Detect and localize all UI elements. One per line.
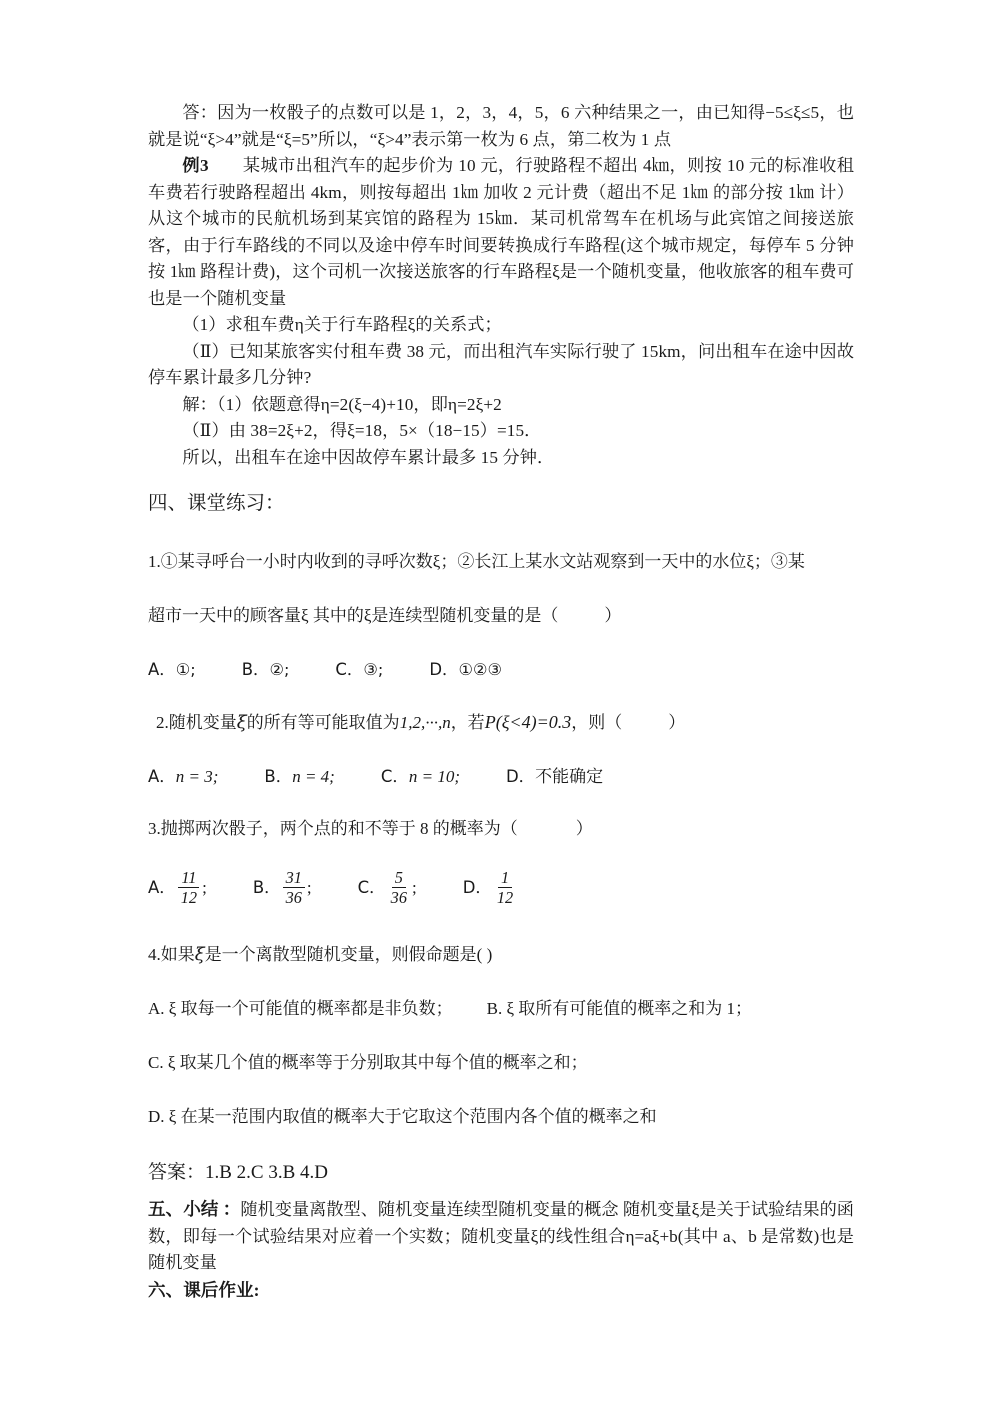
- option-fraction-b[interactable]: [283, 869, 305, 907]
- exercise-4-option-a[interactable]: A. ξ 取每一个可能值的概率都是非负数；: [148, 999, 453, 1019]
- option-value-a[interactable]: ①;: [175, 660, 196, 679]
- paragraph-answer-dice: 答：因为一枚骰子的点数可以是 1，2，3，4，5，6 六种结果之一，由已知得−5≤ξ≤5，也就是说“ξ>4”就是“ξ=5”所以，“ξ>4”表示第一枚为 6 点，第二枚为 1 点: [148, 103, 854, 149]
- fraction-denominator: 12: [180, 888, 198, 908]
- exercise-2-stem-pre: 2.随机变量: [156, 713, 237, 732]
- fraction-denominator: 36: [390, 888, 407, 908]
- exercise-2-stem-close: ）: [668, 713, 686, 732]
- example-body: 某城市出租汽车的起步价为 10 元，行驶路程不超出 4㎞，则按 10 元的标准收租车费若行驶路程超出 4km，则按每超出 1㎞ 加收 2 元计费（超出不足 1㎞ 的部分按 1㎞ 计）从这个城市的民航机场到某宾馆的路程为 15㎞．某司机常驾车在机场与此宾馆之间接送旅客，由于行车路线的不同以及途中停车时间要转换成行车路程(这个城市规定，每停车 5 分钟按 1㎞ 路程计费)，这个司机一次接送旅客的行车路程ξ是一个随机变量，他收旅客的租车费可也是一个随机变量: [148, 156, 855, 308]
- paragraph-question-1: （1）求租车费η关于行车路程ξ的关系式；: [182, 315, 502, 334]
- option-label-c[interactable]: C．: [357, 878, 386, 898]
- option-fraction-d[interactable]: [494, 869, 516, 907]
- option-label-d[interactable]: D．: [505, 767, 536, 786]
- fraction-numerator: 1: [498, 869, 512, 889]
- option-label-b[interactable]: B．: [264, 767, 293, 786]
- option-value-b[interactable]: n = 4;: [292, 767, 335, 786]
- option-label-b[interactable]: B．: [241, 660, 270, 679]
- option-label-a[interactable]: A．: [148, 767, 176, 786]
- exercise-1-stem-line-2: [148, 603, 854, 629]
- option-tail-a: ;: [202, 878, 207, 898]
- option-value-a[interactable]: n = 3;: [175, 767, 219, 786]
- option-fraction-a[interactable]: [178, 869, 200, 907]
- exercise-1-stem-line-2-post: ）: [604, 606, 622, 625]
- option-value-c[interactable]: n = 10;: [408, 767, 460, 786]
- exercise-3-stem: [148, 816, 854, 842]
- exercise-4-option-c[interactable]: C. ξ 取某几个值的概率等于分别取其中每个值的概率之和；: [148, 1053, 588, 1073]
- exercise-2-probability: P(ξ<4)=0.3: [484, 712, 572, 732]
- exercise-4-stem: [148, 942, 854, 968]
- exercise-2-stem-if: ，若: [450, 713, 485, 732]
- option-label-a[interactable]: A．: [148, 660, 176, 679]
- option-fraction-c[interactable]: [388, 869, 410, 907]
- fraction-denominator: 36: [285, 888, 302, 908]
- exercise-1-stem-line-2-pre: 超市一天中的顾客量ξ 其中的ξ是连续型随机变量的是（: [148, 606, 559, 625]
- exercise-1-options: [148, 657, 854, 683]
- exercise-4-stem-post: 是一个离散型随机变量，则假命题是( ): [204, 945, 493, 965]
- exercise-3-stem-text: 3.抛掷两次骰子，两个点的和不等于 8 的概率为（: [148, 819, 518, 838]
- example-label: 例3: [182, 156, 209, 175]
- option-value-d[interactable]: ①②③: [458, 660, 502, 679]
- option-label-b[interactable]: B．: [252, 878, 281, 898]
- paragraph-example-3: [148, 153, 854, 312]
- exercise-3-options: [148, 867, 854, 908]
- exercise-1-stem-line-1: 1.①某寻呼台一小时内收到的寻呼次数ξ；②长江上某水文站观察到一天中的水位ξ；③某: [148, 552, 805, 571]
- document-content: [148, 100, 854, 1304]
- option-label-c[interactable]: C．: [335, 660, 364, 679]
- section-five-body: 随机变量离散型、随机变量连续型随机变量的概念 随机变量ξ是关于试验结果的函数，即每一个试验结果对应着一个实数；随机变量ξ的线性组合η=aξ+b(其中 a、b 是常数)也是随机变量: [148, 1200, 854, 1273]
- paragraph-solution-1: 解：（1）依题意得η=2(ξ−4)+10，即η=2ξ+2: [182, 394, 502, 414]
- exercise-2-options: [148, 764, 854, 790]
- exercise-4-option-d[interactable]: D. ξ 在某一范围内取值的概率大于它取这个范围内各个值的概率之和: [148, 1107, 657, 1127]
- exercise-2-stem: [148, 709, 854, 736]
- exercise-3-stem-close: ）: [575, 819, 593, 838]
- section-heading-six: 六、课后作业:: [148, 1279, 260, 1300]
- exercise-2-stem-mid: 的所有等可能取值为: [246, 713, 400, 732]
- option-label-d[interactable]: D．: [462, 878, 492, 898]
- option-value-b[interactable]: ②;: [269, 660, 290, 679]
- exercise-4-stem-pre: 4.如果: [148, 945, 195, 965]
- option-value-d[interactable]: 不能确定: [535, 767, 604, 786]
- exercise-4-option-b[interactable]: B. ξ 取所有可能值的概率之和为 1；: [486, 999, 753, 1019]
- option-value-c[interactable]: ③;: [363, 660, 384, 679]
- fraction-denominator: 12: [496, 888, 514, 908]
- section-heading-four: 四、课堂练习：: [148, 493, 285, 514]
- section-heading-five: 五、小结 ：: [148, 1199, 241, 1220]
- fraction-numerator: 11: [178, 869, 199, 889]
- option-label-a[interactable]: A．: [148, 878, 176, 898]
- paragraph-solution-3: 所以，出租车在途中因故停车累计最多 15 分钟．: [182, 447, 555, 467]
- exercise-4-options-ab: [148, 996, 854, 1022]
- answers-line: 答案：1.B 2.C 3.B 4.D: [148, 1162, 328, 1184]
- exercise-2-values: 1,2,···,n: [399, 713, 451, 732]
- option-tail-b: ;: [306, 878, 312, 898]
- option-tail-c: ;: [411, 878, 417, 898]
- paragraph-solution-2: （Ⅱ）由 38=2ξ+2，得ξ=18，5×（18−15）=15．: [182, 421, 542, 440]
- section-five: [148, 1196, 854, 1277]
- xi-symbol: ξ: [194, 944, 205, 966]
- option-label-c[interactable]: C．: [380, 767, 409, 786]
- fraction-numerator: 5: [392, 869, 406, 889]
- paragraph-question-2: （Ⅱ）已知某旅客实付租车费 38 元，而出租汽车实际行驶了 15km，问出租车在途中因故停车累计最多几分钟?: [148, 341, 854, 387]
- fraction-numerator: 31: [283, 869, 305, 889]
- option-label-d[interactable]: D．: [429, 660, 459, 679]
- xi-symbol: ξ: [236, 712, 247, 733]
- exercise-2-stem-end: ，则（: [571, 713, 623, 732]
